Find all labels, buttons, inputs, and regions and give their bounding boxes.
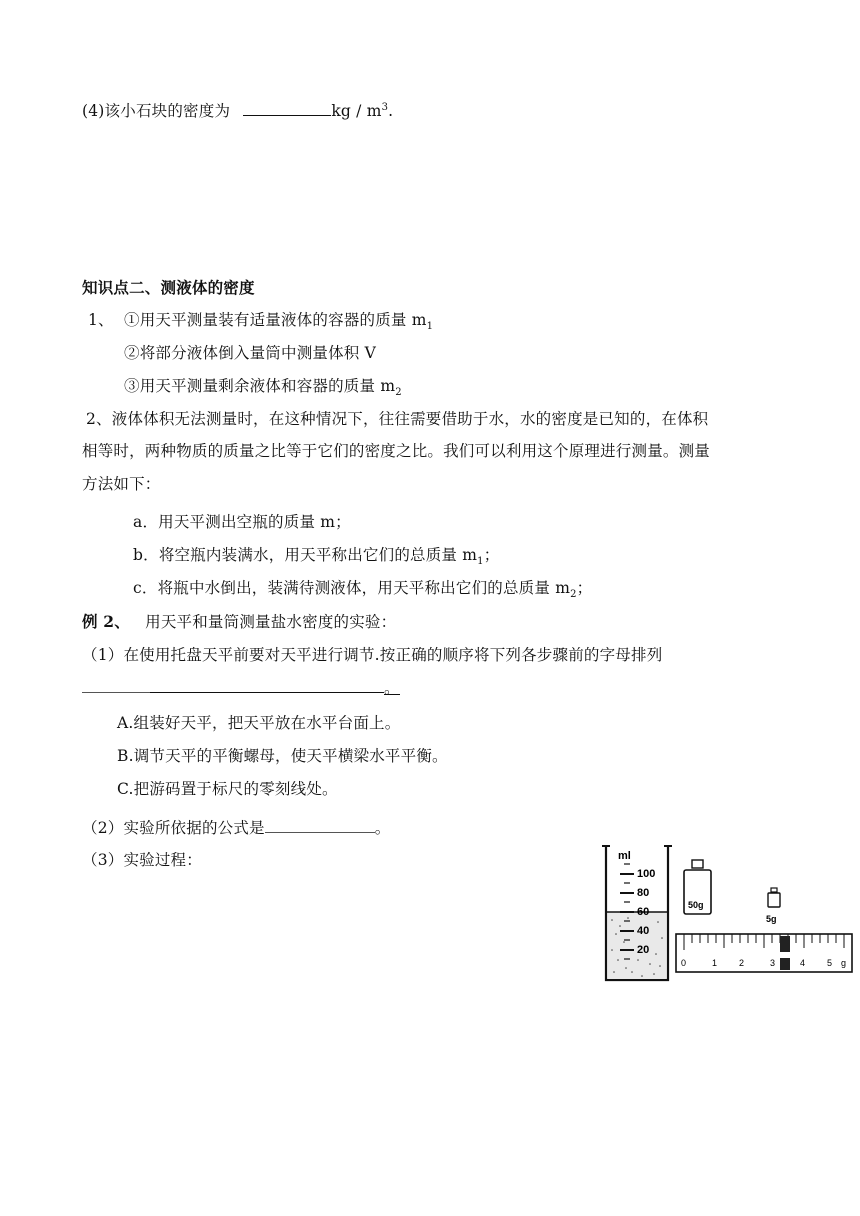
cylinder-tick-label: 80	[637, 887, 650, 899]
step-2-line-2: 相等时，两种物质的质量之比等于它们的密度之比。我们可以利用这个原理进行测量。测量	[82, 442, 711, 460]
step-1c-text: ③用天平测量剩余液体和容器的质量 m	[124, 377, 396, 395]
cylinder-tick-label: 20	[637, 944, 650, 956]
cylinder-tick-label: 100	[637, 868, 656, 880]
option-c: C.把游码置于标尺的零刻线处。	[117, 780, 338, 798]
scale-label: 4	[800, 958, 806, 968]
question-4	[82, 98, 393, 121]
example-q1: （1）在使用托盘天平前要对天平进行调节.按正确的顺序将下列各步骤前的字母排列	[82, 646, 663, 664]
scale-label: 2	[739, 958, 745, 968]
balance-scale-ruler	[676, 934, 852, 972]
step-2-line-3: 方法如下：	[82, 475, 161, 493]
experiment-figure	[598, 842, 856, 988]
method-c-text: c．将瓶中水倒出，装满待测液体，用天平称出它们的总质量 m	[133, 579, 571, 597]
step-1a-text: ①用天平测量装有适量液体的容器的质量 m	[124, 311, 427, 329]
graduated-cylinder	[602, 846, 672, 980]
step-1c-sub: 2	[395, 387, 402, 399]
answer-blank-q1-b[interactable]	[150, 676, 384, 693]
question-4-text: (4)该小石块的密度为	[82, 102, 231, 121]
option-a: A.组装好天平，把天平放在水平台面上。	[117, 714, 401, 732]
answer-blank-q2[interactable]	[265, 816, 375, 833]
example-label: 例 2、	[82, 612, 130, 631]
method-a: a．用天平测出空瓶的质量 m；	[133, 513, 351, 531]
step-1b: ②将部分液体倒入量筒中测量体积 V	[124, 344, 377, 362]
scale-label: 0	[681, 958, 687, 968]
q2-text: （2）实验所依据的公式是	[82, 819, 265, 837]
option-b: B.调节天平的平衡螺母，使天平横梁水平平衡。	[117, 747, 448, 765]
step-1c	[124, 376, 402, 403]
example-q1-answer	[82, 676, 400, 698]
q1-end: 。	[384, 679, 400, 697]
weight-5g	[766, 888, 780, 924]
weight-5g-label: 5g	[766, 914, 777, 924]
method-c-end: ；	[576, 579, 593, 597]
section-title: 知识点二、测液体的密度	[82, 278, 255, 297]
step-1a-sub: 1	[426, 321, 434, 333]
method-c-sub: 2	[570, 589, 577, 601]
example-q3: （3）实验过程：	[82, 851, 202, 869]
method-b-sub: 1	[477, 556, 484, 568]
scale-label: 3	[770, 958, 776, 968]
step-1a	[124, 310, 433, 337]
unit-text: kg / m	[331, 102, 382, 121]
example-q2	[82, 816, 390, 838]
method-b-text: b．将空瓶内装满水，用天平称出它们的总质量 m	[133, 546, 478, 564]
scale-label: 5	[827, 958, 833, 968]
example-2	[82, 612, 396, 632]
question-4-end: .	[388, 102, 394, 121]
cylinder-tick-label: 60	[637, 906, 650, 918]
method-b	[133, 545, 499, 572]
cylinder-unit: ml	[618, 850, 631, 862]
scale-label: 1	[712, 958, 718, 968]
weight-50g-label: 50g	[688, 900, 704, 910]
step-1-number: 1、	[88, 311, 114, 329]
answer-blank[interactable]	[243, 99, 331, 116]
q2-end: 。	[374, 819, 391, 837]
scale-unit: g	[841, 958, 847, 968]
unit-exponent: 3	[381, 102, 389, 113]
answer-blank-q1-a[interactable]	[82, 676, 150, 693]
example-title: 用天平和量筒测量盐水密度的实验：	[145, 613, 397, 631]
method-c	[133, 578, 592, 605]
method-b-end: ；	[483, 546, 500, 564]
cylinder-tick-label: 40	[637, 925, 650, 937]
weight-50g	[684, 860, 711, 914]
step-2-line-1: 2、液体体积无法测量时，在这种情况下，往往需要借助于水，水的密度是已知的，在体积	[86, 410, 709, 428]
